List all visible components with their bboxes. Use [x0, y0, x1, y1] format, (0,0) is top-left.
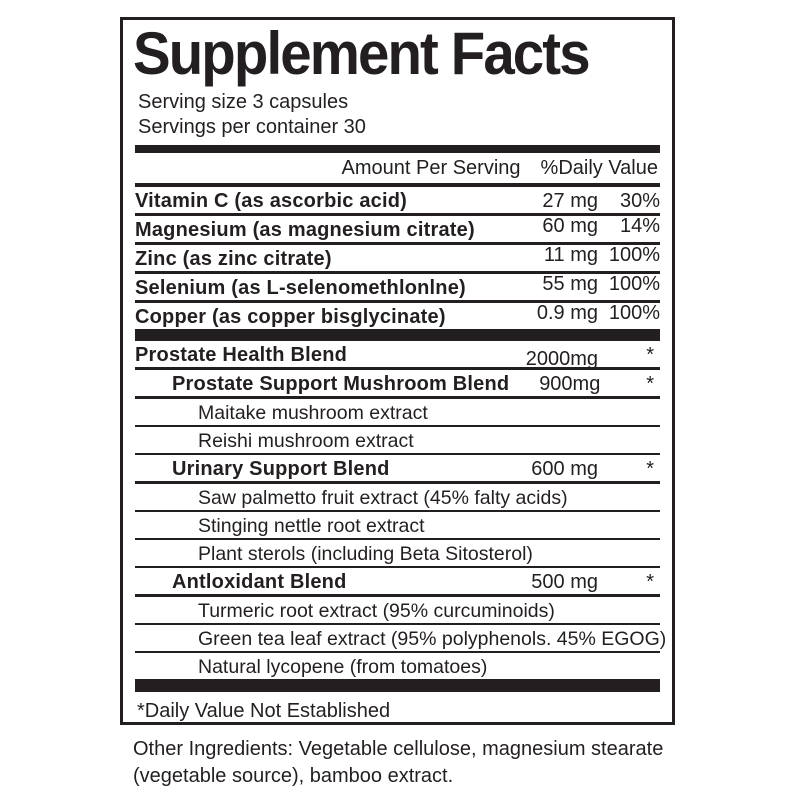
blend-ingredient-row	[135, 597, 660, 625]
amount-per-serving-header: Amount Per Serving	[341, 157, 521, 179]
other-ingredients-line2: (vegetable source), bamboo extract.	[133, 765, 454, 787]
supplement-facts-title: Supplement Facts	[133, 20, 589, 87]
blend-name: Antloxidant Blend	[172, 571, 347, 593]
blend-daily-value: *	[646, 344, 654, 366]
blend-ingredient-row	[135, 540, 660, 568]
nutrient-name: Magnesium (as magnesium citrate)	[135, 219, 475, 241]
nutrient-daily-value: 30%	[619, 190, 660, 212]
nutrient-row	[135, 216, 660, 245]
nutrient-row	[135, 187, 660, 216]
blend-daily-value: *	[646, 458, 654, 480]
blend-ingredient-name: Green tea leaf extract (95% polyphenols. 45% EGOG)	[198, 628, 667, 650]
blend-ingredient-name: Saw palmetto fruit extract (45% falty acids)	[198, 487, 568, 509]
column-header-row	[135, 153, 660, 187]
nutrient-amount: 60 mg	[542, 215, 598, 237]
blend-ingredient-name: Natural lycopene (from tomatoes)	[198, 656, 488, 678]
nutrient-name: Zinc (as zinc citrate)	[135, 248, 332, 270]
blend-ingredient-row	[135, 625, 667, 653]
blend-ingredient-name: Stinging nettle root extract	[198, 515, 425, 537]
nutrient-row	[135, 303, 660, 332]
nutrient-daily-value: 100%	[608, 273, 660, 295]
supplement-facts-panel	[120, 17, 675, 725]
blend-ingredient-row	[135, 484, 660, 512]
divider-bar-bottom	[135, 679, 660, 692]
blend-amount: 2000mg	[525, 348, 598, 370]
serving-size: Serving size 3 capsules	[138, 91, 349, 113]
nutrient-amount: 27 mg	[542, 190, 598, 212]
nutrient-name: Copper (as copper bisglycinate)	[135, 306, 446, 328]
blend-name: Prostate Support Mushroom Blend	[172, 373, 510, 395]
other-ingredients-line1: Other Ingredients: Vegetable cellulose, magnesium stearate	[133, 738, 664, 760]
blend-ingredient-name: Plant sterols (including Beta Sitosterol)	[198, 543, 533, 565]
blend-amount: 600 mg	[531, 458, 598, 480]
blend-amount: 500 mg	[531, 571, 598, 593]
daily-value-header: %Daily Value	[540, 157, 658, 179]
blend-daily-value: *	[646, 373, 654, 395]
nutrient-daily-value: 100%	[608, 302, 660, 324]
nutrient-row	[135, 245, 660, 274]
nutrient-amount: 11 mg	[543, 244, 598, 266]
blend-ingredient-name: Maitake mushroom extract	[198, 402, 428, 424]
blend-row	[135, 370, 660, 399]
nutrient-name: Selenium (as L-selenomethlonlne)	[135, 277, 466, 299]
blend-row	[135, 455, 660, 484]
blend-row	[135, 568, 660, 597]
nutrient-amount: 0.9 mg	[536, 302, 598, 324]
blend-ingredient-row	[135, 427, 660, 455]
blend-amount: 900mg	[539, 373, 601, 395]
blend-daily-value: *	[646, 571, 654, 593]
blend-ingredient-name: Reishi mushroom extract	[198, 430, 414, 452]
nutrient-amount: 55 mg	[542, 273, 598, 295]
blend-ingredient-row	[135, 399, 660, 427]
blend-ingredient-row	[135, 653, 660, 679]
blend-ingredient-name: Turmeric root extract (95% curcuminoids)	[198, 600, 555, 622]
daily-value-footnote: *Daily Value Not Established	[137, 700, 391, 722]
blend-name: Urinary Support Blend	[172, 458, 390, 480]
nutrient-daily-value: 100%	[608, 244, 660, 266]
servings-per-container: Servings per container 30	[138, 116, 366, 138]
blend-name: Prostate Health Blend	[135, 344, 348, 366]
divider-bar-top	[135, 145, 660, 153]
divider-bar-middle	[135, 332, 660, 341]
nutrient-name: Vitamin C (as ascorbic acid)	[135, 190, 407, 212]
blend-row	[135, 341, 660, 370]
serving-info	[135, 90, 660, 140]
blend-ingredient-row	[135, 512, 660, 540]
nutrient-row	[135, 274, 660, 303]
nutrient-daily-value: 14%	[619, 215, 660, 237]
other-ingredients	[133, 736, 693, 790]
